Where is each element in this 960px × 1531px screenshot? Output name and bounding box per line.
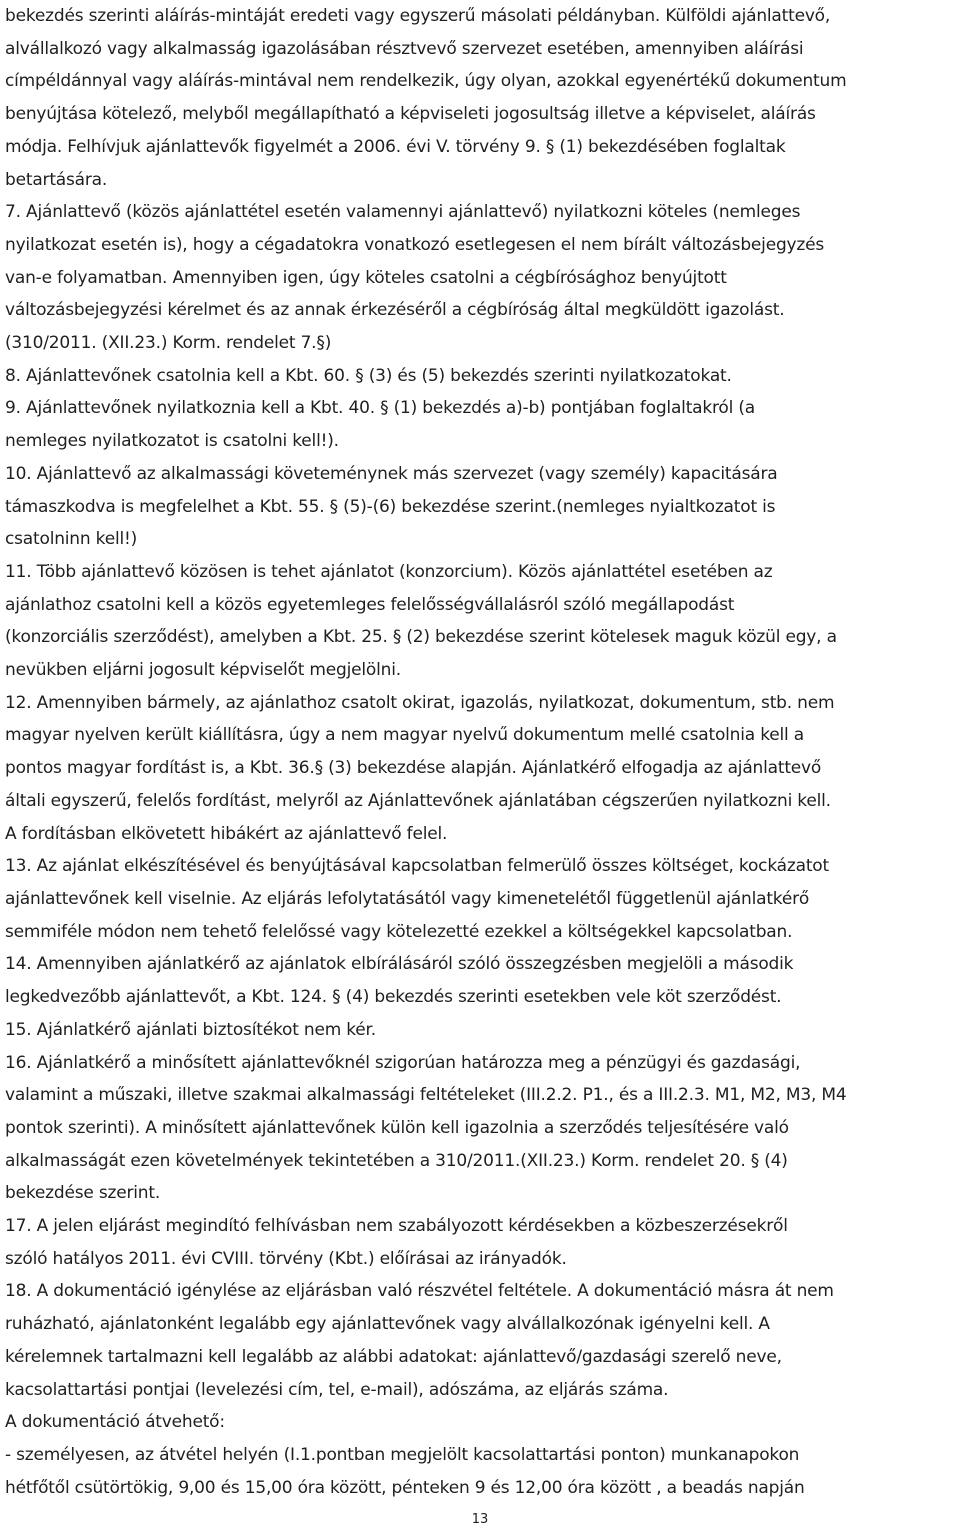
text-line: (310/2011. (XII.23.) Korm. rendelet 7.§) — [5, 333, 332, 354]
text-line: 14. Amennyiben ajánlatkérő az ajánlatok elbírálásáról szóló összegzésben megjelöli a második — [5, 954, 794, 975]
text-line: A dokumentáció átvehető: — [5, 1412, 225, 1433]
text-line: benyújtása kötelező, melyből megállapítható a képviseleti jogosultság illetve a képviselet, aláírás — [5, 104, 816, 125]
text-line: címpéldánnyal vagy aláírás-mintával nem rendelkezik, úgy olyan, azokkal egyenértékű dokumentum — [5, 71, 847, 92]
text-line: legkedvezőbb ajánlattevőt, a Kbt. 124. § (4) bekezdés szerinti esetekben vele köt szerződést. — [5, 987, 782, 1008]
text-line: csatolninn kell!) — [5, 529, 138, 550]
text-line: 10. Ajánlattevő az alkalmassági követeménynek más szervezet (vagy személy) kapacitására — [5, 463, 778, 484]
text-line: bekezdése szerint. — [5, 1183, 161, 1204]
text-line: 18. A dokumentáció igénylése az eljárásban való részvétel feltétele. A dokumentáció másra át nem — [5, 1281, 834, 1302]
page-number: 13 — [471, 1512, 489, 1527]
text-line: szóló hatályos 2011. évi CVIII. törvény (Kbt.) előírásai az irányadók. — [5, 1248, 567, 1269]
text-line: 9. Ajánlattevőnek nyilatkoznia kell a Kbt. 40. § (1) bekezdés a)-b) pontjában foglaltakról (a — [5, 398, 756, 419]
text-line: pontok szerinti). A minősített ajánlattevőnek külön kell igazolnia a szerződés teljesítésére való — [5, 1117, 789, 1138]
text-line: betartására. — [5, 169, 108, 190]
text-line: semmiféle módon nem tehető felelőssé vagy kötelezetté ezekkel a költségekkel kapcsolatban. — [5, 921, 793, 942]
text-line: ajánlathoz csatolni kell a közös egyetemleges felelősségvállalásról szóló megállapodást — [5, 594, 735, 615]
text-line: A fordításban elkövetett hibákért az ajánlattevő felel. — [5, 823, 448, 844]
text-line: hétfőtől csütörtökig, 9,00 és 15,00 óra között, pénteken 9 és 12,00 óra között , a beadás napján — [5, 1477, 805, 1498]
text-line: ajánlattevőnek kell viselnie. Az eljárás lefolytatásától vagy kimenetelétől függetlenül ajánlatkérő — [5, 888, 810, 909]
text-line: magyar nyelven került kiállításra, úgy a nem magyar nyelvű dokumentum mellé csatolnia kell a — [5, 725, 804, 746]
text-line: nevükben eljárni jogosult képviselőt megjelölni. — [5, 660, 401, 681]
text-line: (konzorciális szerződést), amelyben a Kbt. 25. § (2) bekezdése szerint kötelesek maguk közül egy, a — [5, 627, 837, 648]
text-line: 7. Ajánlattevő (közös ajánlattétel esetén valamennyi ajánlattevő) nyilatkozni köteles (nemleges — [5, 202, 801, 223]
text-line: alvállalkozó vagy alkalmasság igazolásában résztvevő szervezet esetében, amennyiben aláírási — [5, 38, 804, 59]
text-line: 12. Amennyiben bármely, az ajánlathoz csatolt okirat, igazolás, nyilatkozat, dokumentum, stb. nem — [5, 692, 835, 713]
text-line: 13. Az ajánlat elkészítésével és benyújtásával kapcsolatban felmerülő összes költséget, kockázatot — [5, 856, 829, 877]
text-line: ruházható, ajánlatonként legalább egy ajánlattevőnek vagy alvállalkozónak igényelni kell. A — [5, 1314, 770, 1335]
text-line: támaszkodva is megfelelhet a Kbt. 55. § (5)-(6) bekezdése szerint.(nemleges nyialtkozatot is — [5, 496, 776, 517]
text-line: nyilatkozat esetén is), hogy a cégadatokra vonatkozó esetlegesen el nem bírált változásbejegyzés — [5, 234, 825, 255]
text-line: pontos magyar fordítást is, a Kbt. 36.§ (3) bekezdése alapján. Ajánlatkérő elfogadja az ajánlattevő — [5, 758, 822, 779]
text-line: 16. Ajánlatkérő a minősített ajánlattevőknél szigorúan határozza meg a pénzügyi és gazdasági, — [5, 1052, 801, 1073]
document-page — [5, 0, 955, 1504]
text-line: változásbejegyzési kérelmet és az annak érkezéséről a cégbíróság által megküldött igazolást. — [5, 300, 785, 321]
text-line: alkalmasságát ezen követelmények tekintetében a 310/2011.(XII.23.) Korm. rendelet 20. § (4) — [5, 1150, 788, 1171]
text-line: valamint a műszaki, illetve szakmai alkalmassági feltételeket (III.2.2. P1., és a III.2.3. M1, M2, M3, M4 — [5, 1085, 847, 1106]
text-line: 17. A jelen eljárást megindító felhívásban nem szabályozott kérdésekben a közbeszerzésekről — [5, 1216, 788, 1237]
text-line: kacsolattartási pontjai (levelezési cím, tel, e-mail), adószáma, az eljárás száma. — [5, 1379, 669, 1400]
text-line: kérelemnek tartalmazni kell legalább az alábbi adatokat: ajánlattevő/gazdasági szerelő neve, — [5, 1346, 782, 1367]
text-line: bekezdés szerinti aláírás-mintáját eredeti vagy egyszerű másolati példányban. Külföldi ajánlattevő, — [5, 6, 831, 26]
text-line: 15. Ajánlatkérő ajánlati biztosítékot nem kér. — [5, 1019, 376, 1040]
text-line: 11. Több ajánlattevő közösen is tehet ajánlatot (konzorcium). Közös ajánlattétel esetében az — [5, 561, 773, 582]
text-line: általi egyszerű, felelős fordítást, melyről az Ajánlattevőnek ajánlatában cégszerűen nyilatkozni kell. — [5, 790, 831, 811]
text-line: - személyesen, az átvétel helyén (I.1.pontban megjelölt kacsolattartási ponton) munkanapokon — [5, 1444, 800, 1465]
text-line: 8. Ajánlattevőnek csatolnia kell a Kbt. 60. § (3) és (5) bekezdés szerinti nyilatkozatokat. — [5, 365, 732, 386]
text-line: van-e folyamatban. Amennyiben igen, úgy köteles csatolni a cégbírósághoz benyújtott — [5, 267, 727, 288]
text-line: nemleges nyilatkozatot is csatolni kell!). — [5, 431, 339, 452]
text-line: módja. Felhívjuk ajánlattevők figyelmét a 2006. évi V. törvény 9. § (1) bekezdésében foglaltak — [5, 136, 786, 157]
